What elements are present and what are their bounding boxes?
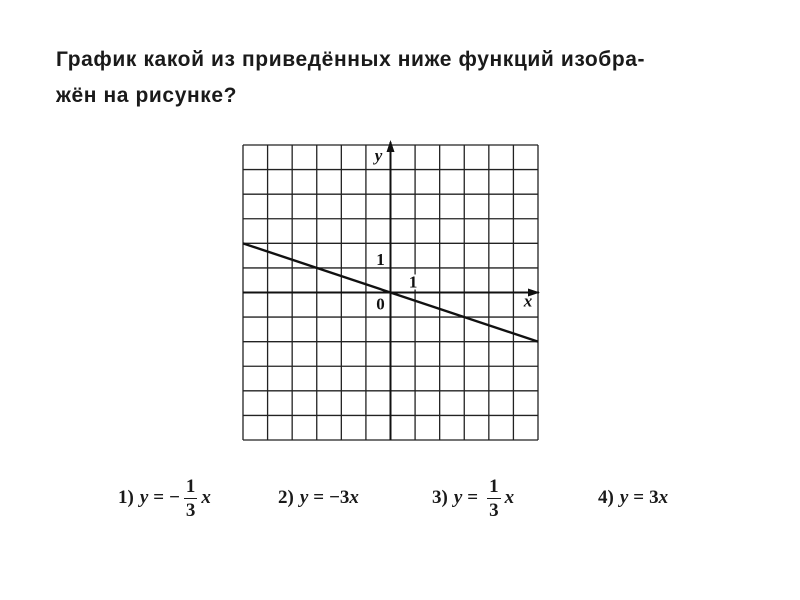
option-lhs: y [299,487,309,508]
option-variable: x [658,487,669,508]
answer-option-2[interactable] [278,468,359,528]
y-tick-label: 1 [376,249,385,269]
option-variable: x [504,487,515,508]
question-line-2: жён на рисунке? [56,84,238,107]
option-lhs: y [619,487,629,508]
option-equals: = [313,487,325,508]
option-lhs: y [453,487,463,508]
option-number: 3) [432,487,448,508]
option-fraction [487,477,501,520]
option-number: 4) [598,487,614,508]
fraction-denominator: 3 [185,499,196,521]
question-line-1: График какой из приведённых ниже функций изобра- [56,48,646,71]
option-number: 1) [118,487,134,508]
option-lhs: y [139,487,149,508]
x-axis-label: x [523,291,533,311]
y-axis-arrow [387,140,395,152]
origin-label: 0 [376,294,385,314]
y-axis-label: y [374,146,383,165]
option-coefficient: 3 [649,487,659,508]
fraction-numerator: 1 [489,475,499,497]
option-equals: = [633,487,645,508]
option-variable: x [349,487,359,508]
answer-option-4[interactable] [598,468,668,528]
option-fraction [184,477,198,520]
answer-option-3[interactable] [432,468,514,528]
answer-option-1[interactable] [118,468,211,528]
answer-options [0,468,800,528]
x-tick-label: 1 [408,272,418,292]
option-number: 2) [278,487,294,508]
fraction-denominator: 3 [489,499,499,521]
option-sign: − [169,487,180,508]
option-coefficient: −3 [329,487,350,508]
option-equals: = [153,487,165,508]
option-equals: = [467,487,479,508]
option-variable: x [201,487,211,508]
fraction-numerator: 1 [185,475,196,497]
